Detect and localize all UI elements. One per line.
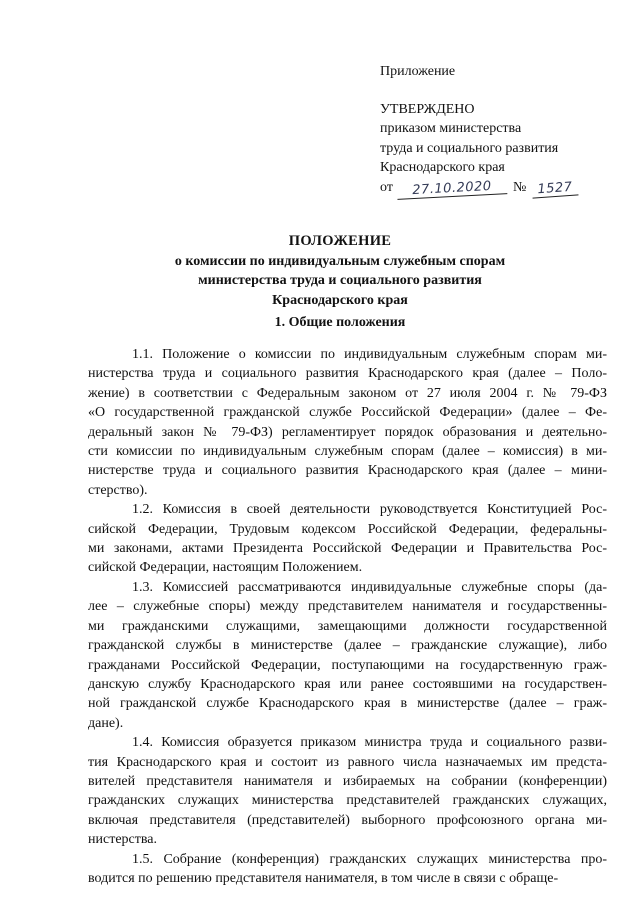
paragraph-line: 1.4. Комиссия образуется приказом министра труда и социального разви- [132, 735, 607, 751]
appendix-label: Приложение [380, 64, 456, 79]
paragraph-line: ми законами, актами Президента Российской Федерации и Правительства Рос- [88, 541, 607, 557]
paragraph-line: ми гражданскими служащими, замещающими должности государственной [88, 618, 607, 634]
approval-line: Краснодарского края [380, 160, 505, 175]
document-subtitle-line: министерства труда и социального развития [198, 273, 482, 288]
paragraph [88, 345, 607, 500]
order-date-number-line [380, 178, 620, 198]
document-title: ПОЛОЖЕНИЕ [288, 233, 392, 249]
paragraph-line: 1.3. Комиссией рассматриваются индивидуальные служебные споры (да- [132, 579, 607, 595]
approval-block [380, 62, 620, 197]
paragraph [88, 578, 607, 733]
paragraph-line: гражданских служащих министерства представителей гражданских служащих, [88, 793, 607, 809]
paragraph-line: данскую службу Краснодарского края или ранее состоявшими на государствен- [88, 676, 607, 692]
approval-line: приказом министерства [380, 121, 522, 136]
paragraph-line: 1.2. Комиссия в своей деятельности руководствуется Конституцией Рос- [132, 502, 607, 518]
paragraph-line: тия Краснодарского края и состоит из равного числа назначаемых им предста- [88, 754, 607, 770]
paragraph-line: нистерстве труда и социального развития Краснодарского края (далее – мини- [88, 463, 607, 479]
paragraph-line: сти комиссии по индивидуальным служебным спорам (далее – комиссия) в ми- [88, 444, 607, 460]
paragraph-line: гражданской службы в министерстве (далее – гражданские служащие), либо [88, 638, 607, 654]
paragraph-line: нистерства. [88, 832, 158, 848]
paragraph [88, 500, 607, 578]
approved-label: УТВЕРЖДЕНО [380, 101, 475, 117]
handwritten-order-number: 1527 [532, 179, 579, 198]
document-title-block [90, 232, 590, 310]
document-subtitle-line: о комиссии по индивидуальным служебным спорам [174, 253, 506, 269]
paragraph-line: «О государственной гражданской службе Российской Федерации» (далее – Фе- [88, 405, 607, 421]
paragraph-line: 1.1. Положение о комиссии по индивидуальным служебным спорам ми- [132, 347, 607, 362]
handwritten-order-date: 27.10.2020 [397, 178, 508, 200]
paragraph-line: ной гражданской службе Краснодарского края в министерстве (далее – граж- [88, 696, 607, 712]
paragraph-line: включая представителя (представителей) выборного профсоюзного органа ми- [88, 812, 607, 828]
paragraph-line: сийской Федерации, настоящим Положением. [88, 560, 363, 576]
date-prefix: от [380, 179, 393, 195]
paragraph-line: гражданами Российской Федерации, поступающими на государственную граж- [88, 657, 607, 673]
paragraph-line: деральный закон № 79-ФЗ) регламентирует порядок образования и деятельно- [88, 424, 607, 440]
paragraph-line: сийской Федерации, Трудовым кодексом Российской Федерации, федеральны- [88, 521, 607, 537]
paragraph-line: 1.5. Собрание (конференция) гражданских служащих министерства про- [132, 851, 607, 867]
paragraph-line: жение) в соответствии с Федеральным законом от 27 июля 2004 г. № 79-ФЗ [88, 385, 607, 401]
body-text [88, 345, 607, 888]
paragraph-line: дане). [88, 715, 124, 731]
paragraph [88, 850, 607, 889]
section-heading: 1. Общие положения [274, 315, 406, 330]
paragraph-line: лее – служебные споры) между представителем нанимателя и государственны- [88, 599, 607, 615]
paragraph-line: водится по решению представителя нанимателя, в том числе в связи с обраще- [88, 870, 559, 886]
document-subtitle-line: Краснодарского края [272, 292, 408, 308]
paragraph-line: нистерства труда и социального развития Краснодарского края (далее – Поло- [88, 366, 607, 382]
paragraph-line: стерство). [88, 482, 148, 498]
number-sign: № [512, 179, 527, 195]
approval-line: труда и социального развития [380, 140, 559, 156]
paragraph-line: вителей представителя нанимателя и избираемых на собрании (конференции) [88, 773, 607, 789]
paragraph [88, 733, 607, 849]
